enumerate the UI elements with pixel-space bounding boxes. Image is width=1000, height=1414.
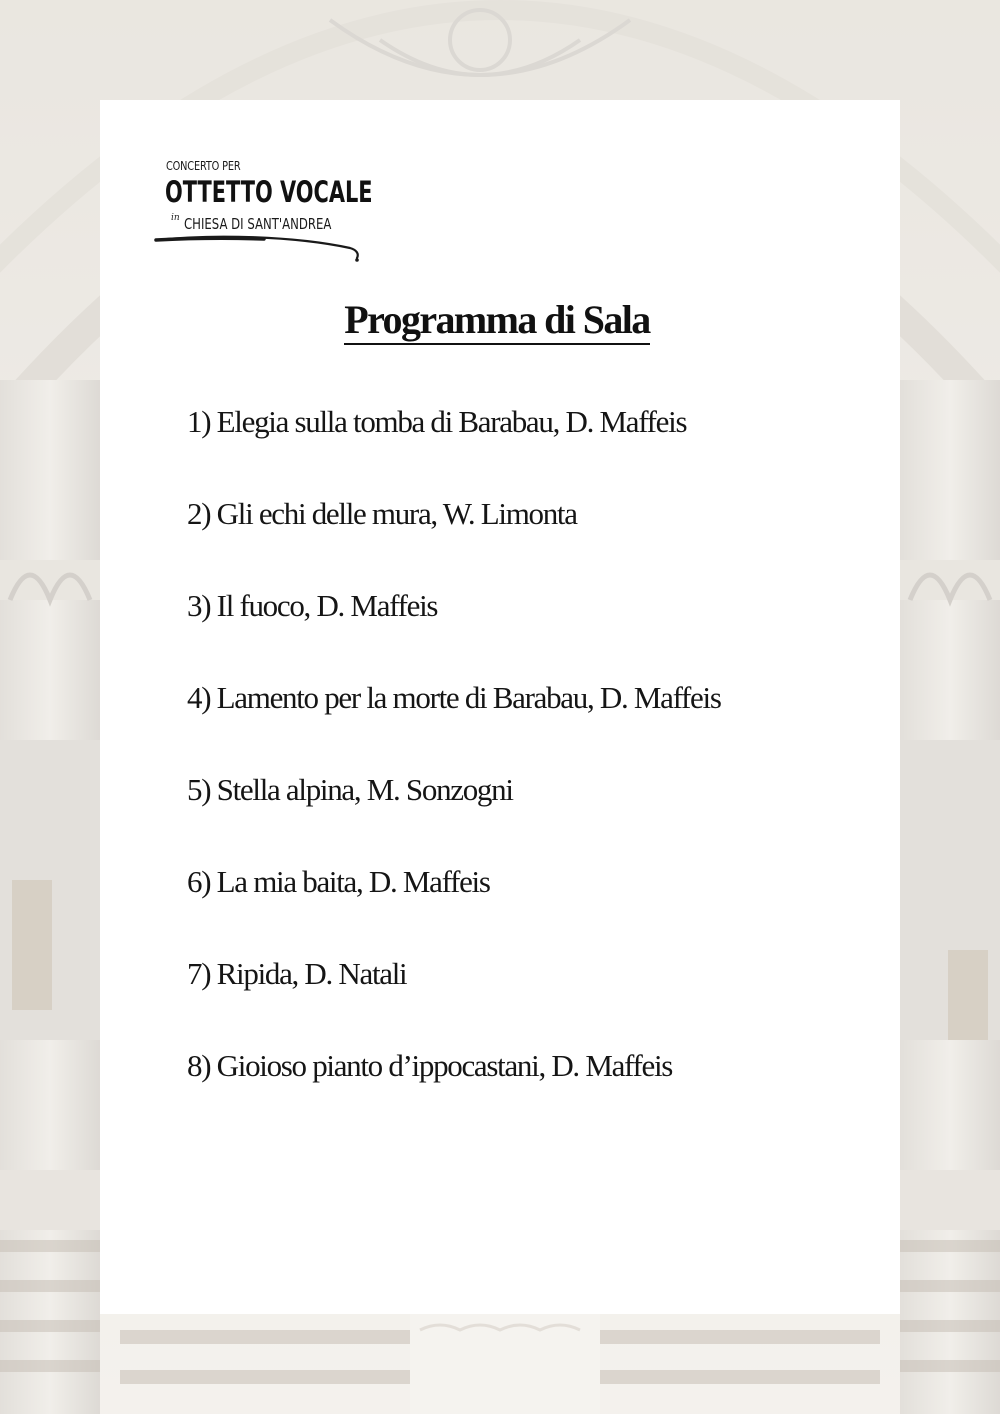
program-item: 1) Elegia sulla tomba di Barabau, D. Maffeis (187, 404, 687, 439)
program-item: 7) Ripida, D. Natali (187, 956, 407, 991)
program-item: 3) Il fuoco, D. Maffeis (187, 588, 438, 623)
logo-underline-swash (154, 226, 369, 271)
program-item: 8) Gioioso pianto d’ippocastani, D. Maffeis (187, 1048, 673, 1083)
program-item: 2) Gli echi delle mura, W. Limonta (187, 496, 577, 531)
program-item: 6) La mia baita, D. Maffeis (187, 864, 490, 899)
program-item: 4) Lamento per la morte di Barabau, D. Maffeis (187, 680, 721, 715)
program-item: 5) Stella alpina, M. Sonzogni (187, 772, 513, 807)
logo-subtitle: CONCERTO PER (166, 158, 241, 173)
logo-connector: in (171, 213, 180, 223)
logo-venue: CHIESA DI SANT'ANDREA (184, 215, 332, 233)
logo-title: OTTETTO VOCALE (165, 175, 373, 209)
page-title: Programma di Sala (100, 296, 900, 343)
program-list (187, 402, 721, 1138)
concert-logo (154, 158, 373, 273)
program-sheet (100, 100, 900, 1314)
